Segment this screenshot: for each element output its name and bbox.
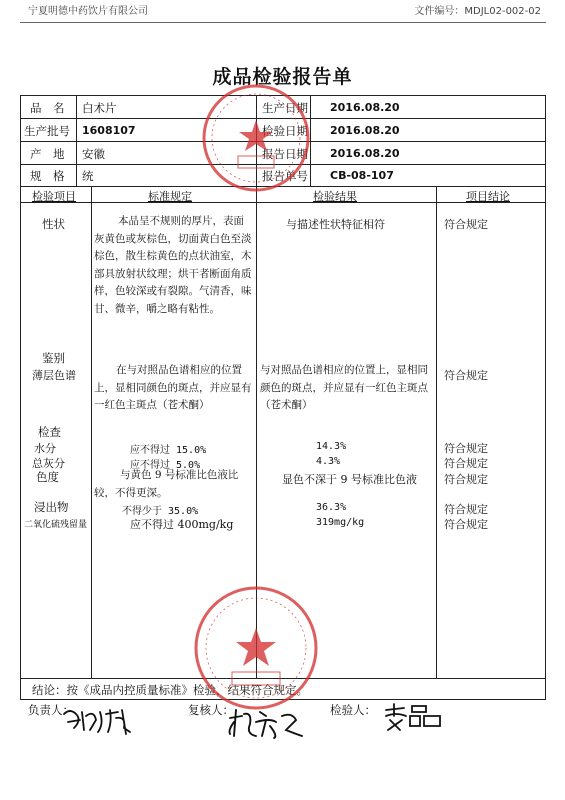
ash-conclusion: 符合规定 <box>444 457 488 470</box>
responsible-label: 负责人： <box>28 703 74 717</box>
water-result: 14.3% <box>316 441 347 452</box>
report-no-value: CB-08-107 <box>330 169 394 182</box>
color-name: 色度 <box>36 470 59 484</box>
traits-conclusion: 符合规定 <box>444 218 488 231</box>
extract-standard: 不得少于 35.0% <box>122 506 199 517</box>
origin-label: 产 地 <box>30 147 65 161</box>
tlc-name: 薄层色谱 <box>32 369 76 382</box>
extract-conclusion: 符合规定 <box>444 503 488 516</box>
header-rule <box>20 22 546 23</box>
color-conclusion: 符合规定 <box>444 473 488 486</box>
so2-name: 二氧化硫残留量 <box>24 520 88 530</box>
color-standard: 与黄色 9 号标准比色液比较，不得更深。 <box>94 469 239 499</box>
product-name-label: 品 名 <box>30 101 65 115</box>
column-header-item: 检验项目 <box>32 190 76 203</box>
inspector-signature <box>382 702 446 732</box>
col-divider <box>91 186 92 678</box>
quality-inspection-seal <box>192 584 320 712</box>
traits-name: 性状 <box>42 217 65 231</box>
water-name: 水分 <box>34 442 56 455</box>
batch-label: 生产批号 <box>24 124 70 138</box>
so2-conclusion: 符合规定 <box>444 518 488 531</box>
traits-result: 与描述性状特征相符 <box>286 218 385 231</box>
reviewer-label: 复核人： <box>188 703 234 717</box>
responsible-signature <box>60 704 140 736</box>
report-date-value: 2016.08.20 <box>330 147 400 160</box>
report-title: 成品检验报告单 <box>212 66 353 88</box>
water-standard: 应不得过 15.0% <box>130 445 207 456</box>
so2-result: 319mg/kg <box>316 517 365 528</box>
company-header: 宁夏明德中药饮片有限公司 <box>28 6 148 17</box>
col-divider <box>436 186 437 678</box>
inspector-label: 检验人： <box>330 703 376 717</box>
ash-standard: 应不得过 5.0% <box>130 460 201 471</box>
production-date-value: 2016.08.20 <box>330 101 400 114</box>
water-conclusion: 符合规定 <box>444 442 488 455</box>
col-divider <box>76 95 77 186</box>
tlc-result: 与对照品色谱相应的位置上，显相同颜色的斑点，并应显有一红色主斑点（苍术酮） <box>260 364 428 411</box>
color-result: 显色不深于 9 号标准比色液 <box>282 473 417 486</box>
quality-department-seal <box>200 82 312 194</box>
report-no-label: 报告单号 <box>262 169 308 183</box>
report-date-label: 报告日期 <box>262 147 308 161</box>
traits-standard: 本品呈不规则的厚片，表面灰黄色或灰棕色，切面黄白色至淡棕色，散生棕黄色的点状油室，木部具放射状纹理；烘干者断面角质样，色较深或有裂隙。气清香，味甘、微辛，嚼之略有粘性。 <box>94 215 252 315</box>
conclusion-text: 结论：按《成品内控质量标准》检验，结果符合规定。 <box>32 683 308 697</box>
identification-heading: 鉴别 <box>42 351 65 365</box>
so2-standard: 应不得过 400mg/kg <box>130 518 234 531</box>
inspection-date-value: 2016.08.20 <box>330 124 400 137</box>
product-name-value: 白术片 <box>82 101 117 115</box>
column-header-conclusion: 项目结论 <box>466 190 510 203</box>
column-header-standard: 标准规定 <box>148 190 192 203</box>
origin-value: 安徽 <box>82 147 105 161</box>
spec-label: 规 格 <box>30 169 65 183</box>
check-heading: 检查 <box>38 425 61 439</box>
ash-name: 总灰分 <box>32 457 65 470</box>
extract-name: 浸出物 <box>34 500 69 514</box>
ash-result: 4.3% <box>316 456 341 467</box>
spec-value: 统 <box>82 169 94 183</box>
column-header-result: 检验结果 <box>313 190 357 203</box>
inspection-date-label: 检验日期 <box>262 124 308 138</box>
extract-result: 36.3% <box>316 502 347 513</box>
batch-value: 1608107 <box>82 124 136 137</box>
tlc-standard: 在与对照品色谱相应的位置上，显相同颜色的斑点，并应显有一红色主斑点（苍术酮） <box>94 364 252 411</box>
tlc-conclusion: 符合规定 <box>444 369 488 382</box>
production-date-label: 生产日期 <box>262 101 308 115</box>
document-number: 文件编号：MDJL02-002-02 <box>414 6 541 17</box>
